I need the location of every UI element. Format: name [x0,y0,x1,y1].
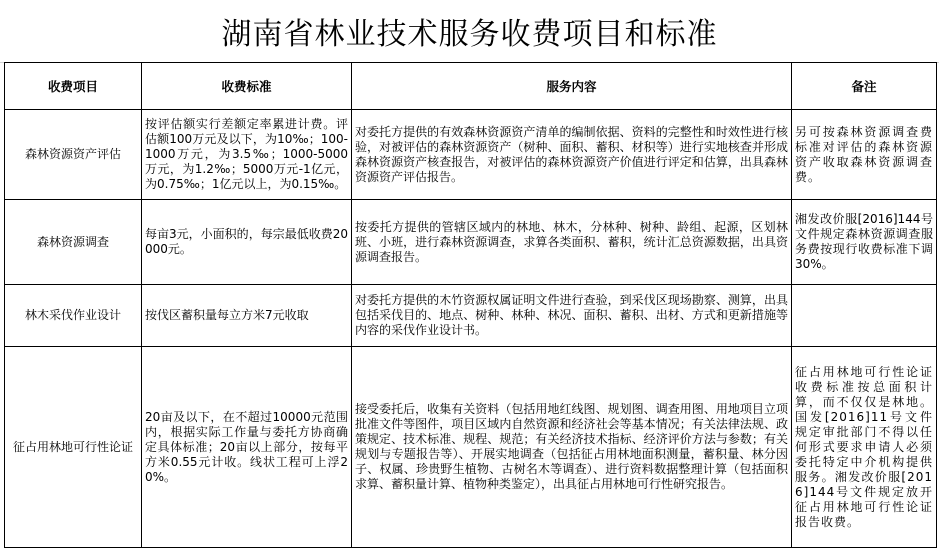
cell-item: 森林资源调查 [5,200,142,285]
cell-standard: 按评估额实行差额定率累进计费。评估额100万元及以下，为10‰；100-1000万元，为3.5‰；1000-5000万元，为1.2‰；5000万元-1亿元，为0.75‰；1亿元以上，为0.15‰。 [142,110,352,200]
cell-note: 征占用林地可行性论证收费标准按总面积计算，而不仅仅是林地。国发[2016]11号文件规定审批部门不得以任何形式要求申请人必须委托特定中介机构提供服务。湘发改价服[2016]144号文件规定放开征占用林地可行性论证报告收费。 [792,347,937,548]
header-item: 收费项目 [5,63,142,110]
cell-standard: 20亩及以下，在不超过10000元范围内，根据实际工作量与委托方协商确定具体标准；20亩以上部分，按每平方米0.55元计收。线状工程可上浮20%。 [142,347,352,548]
page-title: 湖南省林业技术服务收费项目和标准 [221,17,718,52]
cell-standard: 按伐区蓄积量每立方米7元收取 [142,285,352,347]
fee-table [4,62,937,548]
title-row [0,0,939,63]
cell-note [792,285,937,347]
cell-content: 对委托方提供的木竹资源权属证明文件进行查验，到采伐区现场勘察、测算，出具包括采伐目的、地点、树种、林种、林况、面积、蓄积、出材、方式和更新措施等内容的采伐作业设计书。 [352,285,792,347]
cell-content: 接受委托后，收集有关资料（包括用地红线图、规划图、调查用图、用地项目立项批准文件等图件，项目区域内自然资源和经济社会等基本情况；有关法律法规、政策规定、技术标准、规程、规范；有关经济技术指标、经济评价方法与参数；有关规划与专题报告等）、开展实地调查（包括征占用林地面积测量，蓄积量、林分因子、权属、珍贵野生植物、古树名木等调查）、进行资料数据整理计算（包括面积求算、蓄积量计算、植物种类鉴定），出具征占用林地可行性研究报告。 [352,347,792,548]
table-row [5,200,937,285]
header-row [5,63,937,110]
cell-item: 林木采伐作业设计 [5,285,142,347]
table-row [5,110,937,200]
header-standard: 收费标准 [142,63,352,110]
table-row [5,347,937,548]
table-row [5,285,937,347]
cell-content: 对委托方提供的有效森林资源资产清单的编制依据、资料的完整性和时效性进行核验，对被评估的森林资源资产（树种、面积、蓄积、材积等）进行实地核查并形成森林资源资产核查报告，对被评估的森林资源资产价值进行评定和估算，出具森林资源资产评估报告。 [352,110,792,200]
header-content: 服务内容 [352,63,792,110]
cell-content: 按委托方提供的管辖区域内的林地、林木，分林种、树种、龄组、起源，区划林班、小班，进行森林资源调查，求算各类面积、蓄积，统计汇总资源数据，出具资源调查报告。 [352,200,792,285]
cell-standard: 每亩3元，小面积的，每宗最低收费20000元。 [142,200,352,285]
cell-note: 湘发改价服[2016]144号文件规定森林资源调查服务费按现行收费标准下调30%。 [792,200,937,285]
cell-item: 森林资源资产评估 [5,110,142,200]
header-note: 备注 [792,63,937,110]
cell-note: 另可按森林资源调查费标准对评估的森林资源资产收取森林资源调查费。 [792,110,937,200]
cell-item: 征占用林地可行性论证 [5,347,142,548]
